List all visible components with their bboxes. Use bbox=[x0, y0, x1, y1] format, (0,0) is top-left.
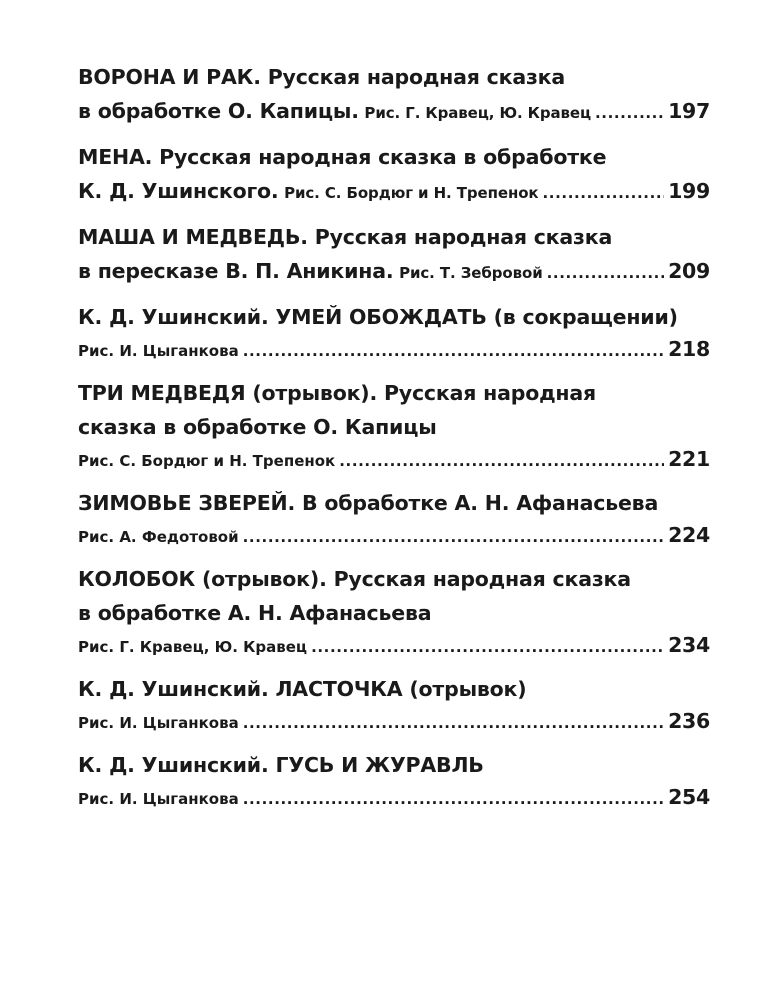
toc-entry bbox=[78, 486, 710, 552]
entry-illustrator: Рис. И. Цыганкова bbox=[78, 714, 239, 732]
entry-illustrator: Рис. С. Бордюг и Н. Трепенок bbox=[284, 184, 539, 202]
toc-entry bbox=[78, 376, 710, 476]
dot-leader bbox=[243, 784, 664, 814]
entry-detail-row bbox=[78, 174, 710, 210]
toc-entry bbox=[78, 140, 710, 210]
toc-entry bbox=[78, 748, 710, 814]
toc-entry bbox=[78, 60, 710, 130]
entry-title: КОЛОБОК (отрывок). Русская народная сказка bbox=[78, 567, 631, 591]
dot-leader bbox=[339, 446, 664, 476]
entry-source: в пересказе В. П. Аникина. bbox=[78, 259, 394, 283]
entry-detail-row bbox=[78, 706, 710, 738]
entry-page-number[interactable]: 197 bbox=[668, 99, 710, 123]
entry-illustrator: Рис. С. Бордюг и Н. Трепенок bbox=[78, 452, 336, 470]
entry-page-number[interactable]: 199 bbox=[668, 179, 710, 203]
entry-title-continued: в обработке А. Н. Афанасьева bbox=[78, 601, 432, 625]
entry-title: К. Д. Ушинский. УМЕЙ ОБОЖДАТЬ (в сокращении) bbox=[78, 305, 678, 329]
entry-title: ВОРОНА И РАК. Русская народная сказка bbox=[78, 65, 566, 89]
entry-source: в обработке О. Капицы. bbox=[78, 99, 359, 123]
entry-title: К. Д. Ушинский. ЛАСТОЧКА (отрывок) bbox=[78, 677, 527, 701]
table-of-contents bbox=[78, 60, 710, 824]
entry-page-number[interactable]: 218 bbox=[668, 337, 710, 361]
entry-illustrator: Рис. Г. Кравец, Ю. Кравец bbox=[78, 638, 308, 656]
entry-source: К. Д. Ушинского. bbox=[78, 179, 279, 203]
entry-illustrator: Рис. Т. Зебровой bbox=[399, 264, 543, 282]
dot-leader bbox=[243, 336, 664, 366]
entry-title: МАША И МЕДВЕДЬ. Русская народная сказка bbox=[78, 225, 613, 249]
entry-illustrator: Рис. А. Федотовой bbox=[78, 528, 239, 546]
entry-detail-row bbox=[78, 94, 710, 130]
toc-entry bbox=[78, 562, 710, 662]
entry-page-number[interactable]: 234 bbox=[668, 633, 710, 657]
entry-title-continued: сказка в обработке О. Капицы bbox=[78, 415, 437, 439]
dot-leader bbox=[243, 522, 664, 552]
dot-leader bbox=[547, 256, 664, 290]
entry-title: ЗИМОВЬЕ ЗВЕРЕЙ. В обработке А. Н. Афанасьева bbox=[78, 491, 659, 515]
entry-page-number[interactable]: 224 bbox=[668, 523, 710, 547]
entry-detail-row bbox=[78, 444, 710, 476]
dot-leader bbox=[595, 96, 664, 130]
entry-page-number[interactable]: 221 bbox=[668, 447, 710, 471]
entry-detail-row bbox=[78, 254, 710, 290]
entry-title: МЕНА. Русская народная сказка в обработке bbox=[78, 145, 607, 169]
toc-entry bbox=[78, 220, 710, 290]
entry-page-number[interactable]: 236 bbox=[668, 709, 710, 733]
entry-detail-row bbox=[78, 782, 710, 814]
dot-leader bbox=[311, 632, 664, 662]
entry-page-number[interactable]: 254 bbox=[668, 785, 710, 809]
toc-entry bbox=[78, 300, 710, 366]
entry-illustrator: Рис. Г. Кравец, Ю. Кравец bbox=[364, 104, 591, 122]
entry-illustrator: Рис. И. Цыганкова bbox=[78, 790, 239, 808]
dot-leader bbox=[243, 708, 664, 738]
entry-detail-row bbox=[78, 630, 710, 662]
entry-title: К. Д. Ушинский. ГУСЬ И ЖУРАВЛЬ bbox=[78, 753, 484, 777]
dot-leader bbox=[543, 176, 665, 210]
toc-entry bbox=[78, 672, 710, 738]
entry-title: ТРИ МЕДВЕДЯ (отрывок). Русская народная bbox=[78, 381, 596, 405]
entry-detail-row bbox=[78, 520, 710, 552]
entry-detail-row bbox=[78, 334, 710, 366]
entry-illustrator: Рис. И. Цыганкова bbox=[78, 342, 239, 360]
entry-page-number[interactable]: 209 bbox=[668, 259, 710, 283]
